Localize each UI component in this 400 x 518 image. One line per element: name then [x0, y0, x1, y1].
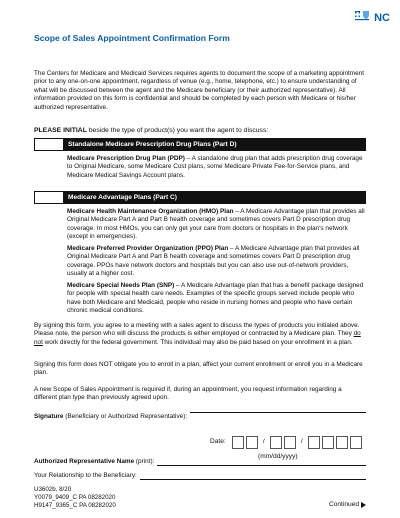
date-separator: / [262, 438, 265, 446]
instruction-text: beside the type of product(s) you want the agent to discuss: [86, 127, 269, 134]
date-digit-box[interactable] [336, 436, 348, 449]
plan-name: Medicare Prescription Drug Plan (PDP) [67, 155, 185, 162]
plan-pdp [67, 155, 365, 180]
date-separator: / [300, 438, 303, 446]
plan-desc: – A Medicare Advantage plan that has a benefit package designed for people with special health care needs. Examples of the specific groups served include people who have both Medicare and Medicaid, people who reside in nursing homes and people who have certain chronic medical conditions. [67, 282, 364, 315]
relationship-line[interactable] [140, 473, 366, 480]
agreement-text-end: work directly for the federal government. This individual may also be paid based on your enrollment in a plan. [42, 338, 353, 346]
relationship-label: Your Relationship to the Beneficiary: [34, 472, 137, 479]
plan-snp [67, 282, 365, 316]
plan-desc: – A standalone drug plan that adds prescription drug coverage to Original Medicare, some Medicare Cost plans, some Medicare Private Fee-for-Service plans, and Medicare Medical Savings Account plans. [67, 155, 363, 179]
date-label: Date: [210, 438, 226, 446]
plan-name: Medicare Special Needs Plan (SNP) [67, 282, 175, 289]
signature-label-bold: Signature [34, 413, 64, 420]
instruction-bold: PLEASE INITIAL [34, 127, 87, 134]
footer-line: U3602b, 8/20 [34, 486, 72, 493]
plan-name: Medicare Health Maintenance Organization (HMO) Plan [67, 208, 234, 215]
new-scope-paragraph: A new Scope of Sales Appointment is required if, during an appointment, you request information regarding a different plan type than previously agreed upon. [34, 386, 342, 402]
plan-ppo [67, 245, 365, 279]
date-digit-box[interactable] [246, 436, 258, 449]
date-field [210, 436, 362, 449]
logo [353, 10, 390, 26]
page-title: Scope of Sales Appointment Confirmation Form [34, 33, 230, 43]
rep-name-label-bold: Authorized Representative Name [34, 458, 135, 465]
agreement-underlined: do not [34, 330, 361, 346]
date-digit-box[interactable] [308, 436, 320, 449]
signature-line[interactable] [190, 412, 366, 413]
instruction [34, 127, 268, 136]
agreement-paragraph [34, 322, 366, 347]
cross-shield-icon [353, 10, 371, 26]
date-digit-box[interactable] [350, 436, 362, 449]
section-header-part-d: Standalone Medicare Prescription Drug Plans (Part D) [64, 138, 366, 151]
intro-paragraph: The Centers for Medicare and Medicaid Services requires agents to document the scope of a marketing appointment prior to any one-on-one appointment, regardless of venue (e.g., home, telephone, etc.) to ensure understanding of what will be discussed between the agent and the Medicare beneficiary (or their authorized representative). All information provided on this form is confidential and should be completed by each person with Medicare or his/her authorized representative. [34, 70, 365, 111]
date-digit-box[interactable] [232, 436, 244, 449]
date-digit-box[interactable] [270, 436, 282, 449]
arrow-right-icon [361, 502, 366, 508]
plan-hmo [67, 208, 365, 242]
date-digit-box[interactable] [322, 436, 334, 449]
rep-name-line[interactable] [157, 459, 366, 466]
footer-codes [34, 486, 116, 510]
agreement-text: By signing this form, you agree to a meeting with a sales agent to discuss the types of products you initialed above. Please note, the person who will discuss the products is either employed or contracted by a Medicare plan. They [34, 322, 360, 338]
continued-indicator [329, 501, 366, 510]
plan-desc: – A Medicare Advantage plan that provides all Original Medicare Part A and Part B health coverage and sometimes covers Part D prescription drug coverage. In most HMOs, you can only get your care from doctors or hospitals in the plan's network (except in emergencies). [67, 208, 365, 241]
initial-box-part-c[interactable] [34, 191, 64, 204]
rep-name-field[interactable] [34, 458, 366, 466]
plan-name: Medicare Preferred Provider Organization (PPO) Plan [67, 245, 229, 252]
rep-name-label-text: (print): [134, 458, 155, 465]
signature-label [34, 413, 366, 421]
initial-box-part-d[interactable] [34, 138, 64, 151]
signature-label-text: (Beneficiary or Authorized Representative): [63, 413, 188, 420]
rep-name-label [34, 458, 154, 466]
continued-label: Continued [328, 501, 359, 508]
footer-line: H9147_9365_C PA 08282020 [34, 502, 116, 510]
footer-line: Y0079_9409_C PA 08282020 [34, 494, 116, 502]
section-header-part-c: Medicare Advantage Plans (Part C) [64, 191, 366, 204]
signature-row [34, 413, 366, 421]
date-digit-box[interactable] [284, 436, 296, 449]
plan-desc: – A Medicare Advantage plan that provides all Original Medicare Part A and Part B health coverage and sometimes covers Part D prescription drug coverage. PPOs have network doctors and hospitals but you can also use out-of-network providers, usually at a higher cost. [67, 245, 360, 278]
date-format-hint: (mm/dd/yyyy) [258, 453, 298, 460]
obligation-paragraph: Signing this form does NOT obligate you to enroll in a plan, affect your current enrollment or enroll you in a Medicare plan. [34, 361, 363, 377]
relationship-field[interactable] [34, 472, 366, 480]
brand-name: NC [374, 11, 390, 24]
